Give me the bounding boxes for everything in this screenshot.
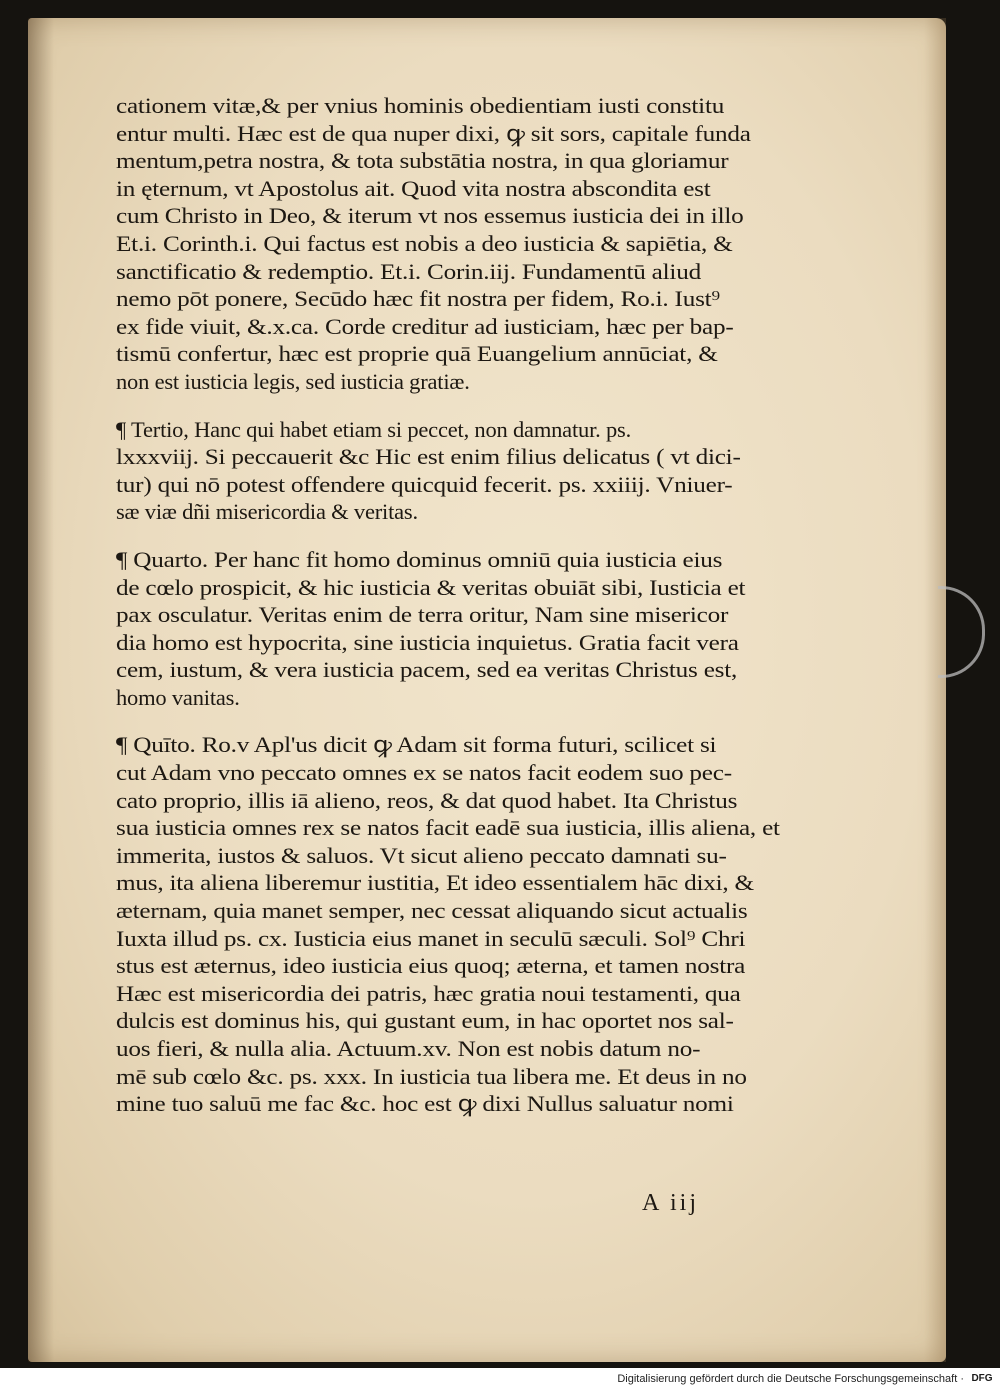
- text-line: de cœlo prospicit, & hic iusticia & veritas obuiāt sibi, Iusticia et: [116, 574, 746, 600]
- text-line: cem, iustum, & vera iusticia pacem, sed ea veritas Christus est,: [116, 657, 738, 683]
- text-line: ¶ Quīto. Ro.v Apl'us dicit ꝙ Adam sit forma futuri, scilicet si: [116, 732, 717, 758]
- paragraph-gap: [116, 711, 806, 731]
- text-line: in ęternum, vt Apostolus ait. Quod vita nostra abscondita est: [116, 175, 711, 201]
- text-line: nemo pōt ponere, Secūdo hæc fit nostra per fidem, Ro.i. Iust⁹: [116, 286, 720, 312]
- text-line: tismū confertur, hæc est proprie quā Euangelium annūciat, &: [116, 341, 718, 367]
- text-line: Iuxta illud ps. cx. Iusticia eius manet in seculū sæculi. Sol⁹ Chri: [116, 925, 746, 951]
- text-line: cationem vitæ,& per vnius hominis obedientiam iusti constitu: [116, 93, 725, 118]
- text-line: æternam, quia manet semper, nec cessat aliquando sicut actualis: [116, 898, 748, 924]
- text-line: lxxxviij. Si peccauerit &c Hic est enim filius delicatus ( vt dici-: [116, 444, 741, 470]
- gutter-shadow: [28, 18, 54, 1362]
- text-line: pax osculatur. Veritas enim de terra oritur, Nam sine misericor: [116, 602, 729, 628]
- text-line: cum Christo in Deo, & iterum vt nos essemus iusticia dei in illo: [116, 203, 744, 229]
- text-line: Hæc est misericordia dei patris, hæc gratia noui testamenti, qua: [116, 980, 741, 1006]
- text-line: mentum,petra nostra, & tota substātia nostra, in qua gloriamur: [116, 148, 729, 174]
- dfg-logo: DFG: [971, 1373, 993, 1384]
- text-line: tur) qui nō potest offendere quicquid fecerit. ps. xxiiij. Vniuer-: [116, 471, 733, 497]
- text-line: cato proprio, illis iā alieno, reos, & dat quod habet. Ita Christus: [116, 787, 738, 813]
- signature-mark: A iij: [642, 1190, 700, 1216]
- text-line: Et.i. Corinth.i. Qui factus est nobis a deo iusticia & sapiētia, &: [116, 230, 733, 256]
- text-line: sua iusticia omnes rex se natos facit eadē sua iusticia, illis aliena, et: [116, 815, 780, 841]
- text-line: mine tuo saluū me fac &c. hoc est ꝙ dixi Nullus saluatur nomi: [116, 1091, 734, 1117]
- text-line: ¶ Quarto. Per hanc fit homo dominus omniū quia iusticia eius: [116, 546, 723, 572]
- paragraph-gap: [116, 526, 806, 546]
- text-line: ex fide viuit, &.x.ca. Corde creditur ad iusticiam, hæc per bap-: [116, 313, 734, 339]
- text-line: non est iusticia legis, sed iusticia gratiæ.: [116, 368, 470, 394]
- text-line: sæ viæ dñi misericordia & veritas.: [116, 499, 418, 525]
- text-line: homo vanitas.: [116, 684, 240, 710]
- paragraph-gap: [116, 396, 806, 416]
- text-line: dia homo est hypocrita, sine iusticia inquietus. Gratia facit vera: [116, 629, 739, 655]
- text-line: sanctificatio & redemptio. Et.i. Corin.iij. Fundamentū aliud: [116, 258, 701, 284]
- text-line: mē sub cœlo &c. ps. xxx. In iusticia tua libera me. Et deus in no: [116, 1063, 747, 1089]
- text-line: uos fieri, & nulla alia. Actuum.xv. Non est nobis datum no-: [116, 1036, 701, 1061]
- text-line: dulcis est dominus his, qui gustant eum, in hac oportet nos sal-: [116, 1008, 734, 1034]
- text-line: cut Adam vno peccato omnes ex se natos facit eodem suo pec-: [116, 760, 732, 786]
- text-line: ¶ Tertio, Hanc qui habet etiam si peccet, non damnatur. ps.: [116, 416, 632, 442]
- text-line: stus est æternus, ideo iusticia eius quoq; æterna, et tamen nostra: [116, 953, 746, 979]
- footer-bar: [0, 1368, 1000, 1391]
- text-line: mus, ita aliena liberemur iustitia, Et ideo essentialem hāc dixi, &: [116, 870, 754, 896]
- text-line: immerita, iustos & saluos. Vt sicut alieno peccato damnati su-: [116, 842, 727, 868]
- page-edge: [924, 18, 946, 1362]
- text-line: entur multi. Hæc est de qua nuper dixi, ꝙ sit sors, capitale funda: [116, 120, 751, 146]
- funding-credit: Digitalisierung gefördert durch die Deutsche Forschungsgemeinschaft ·: [617, 1373, 964, 1385]
- printed-text-block: [116, 92, 806, 1118]
